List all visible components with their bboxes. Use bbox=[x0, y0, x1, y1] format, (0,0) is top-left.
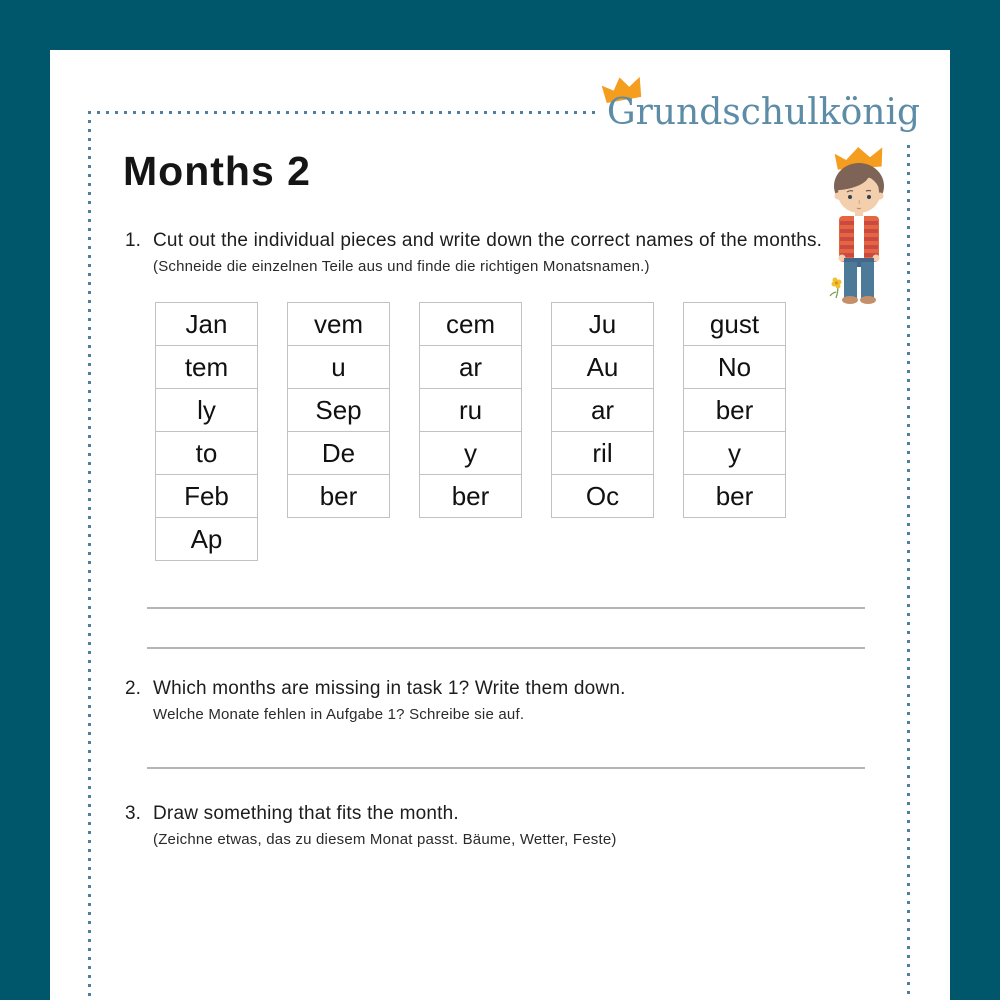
pieces-column-2 bbox=[287, 302, 390, 561]
writing-line bbox=[147, 607, 865, 609]
word-piece: Oc bbox=[551, 474, 654, 518]
word-piece: No bbox=[683, 345, 786, 389]
word-piece: De bbox=[287, 431, 390, 475]
word-piece: y bbox=[419, 431, 522, 475]
task-1-number: 1. bbox=[125, 230, 141, 251]
task-1-text: Cut out the individual pieces and write down the correct names of the months. bbox=[153, 230, 823, 251]
word-piece: Sep bbox=[287, 388, 390, 432]
word-piece: ru bbox=[419, 388, 522, 432]
dotted-border-left bbox=[88, 111, 91, 1000]
task-1-subtext: (Schneide die einzelnen Teile aus und finde die richtigen Monatsnamen.) bbox=[153, 258, 650, 275]
word-piece: gust bbox=[683, 302, 786, 346]
task-2 bbox=[125, 678, 845, 723]
pieces-column-4 bbox=[551, 302, 654, 561]
writing-line bbox=[147, 647, 865, 649]
word-piece: to bbox=[155, 431, 258, 475]
word-piece: Jan bbox=[155, 302, 258, 346]
dotted-border-right bbox=[907, 145, 910, 1000]
dotted-border-top bbox=[88, 111, 596, 114]
word-piece: ber bbox=[287, 474, 390, 518]
logo-text: Grundschulkönig bbox=[606, 92, 920, 133]
word-piece: ar bbox=[419, 345, 522, 389]
word-piece: Ju bbox=[551, 302, 654, 346]
pieces-column-3 bbox=[419, 302, 522, 561]
page-title: Months 2 bbox=[123, 148, 311, 194]
task-3-number: 3. bbox=[125, 803, 141, 824]
word-piece: Ap bbox=[155, 517, 258, 561]
task-3-text: Draw something that fits the month. bbox=[153, 803, 459, 824]
word-piece: u bbox=[287, 345, 390, 389]
word-piece: Au bbox=[551, 345, 654, 389]
word-piece: ber bbox=[683, 388, 786, 432]
worksheet-page bbox=[50, 50, 950, 1000]
word-piece: Feb bbox=[155, 474, 258, 518]
boy-with-crown-illustration bbox=[826, 146, 896, 308]
writing-line bbox=[147, 767, 865, 769]
task-1 bbox=[125, 230, 845, 275]
word-piece: vem bbox=[287, 302, 390, 346]
pieces-column-5 bbox=[683, 302, 786, 561]
word-piece: cem bbox=[419, 302, 522, 346]
word-piece: ber bbox=[683, 474, 786, 518]
word-piece: ar bbox=[551, 388, 654, 432]
word-piece: y bbox=[683, 431, 786, 475]
task-2-text: Which months are missing in task 1? Write them down. bbox=[153, 678, 626, 699]
word-pieces-grid bbox=[155, 302, 786, 561]
task-3 bbox=[125, 803, 845, 848]
word-piece: ly bbox=[155, 388, 258, 432]
word-piece: ril bbox=[551, 431, 654, 475]
task-2-number: 2. bbox=[125, 678, 141, 699]
task-2-subtext: Welche Monate fehlen in Aufgabe 1? Schreibe sie auf. bbox=[153, 706, 525, 723]
pieces-column-1 bbox=[155, 302, 258, 561]
word-piece: ber bbox=[419, 474, 522, 518]
task-3-subtext: (Zeichne etwas, das zu diesem Monat passt. Bäume, Wetter, Feste) bbox=[153, 831, 617, 848]
word-piece: tem bbox=[155, 345, 258, 389]
